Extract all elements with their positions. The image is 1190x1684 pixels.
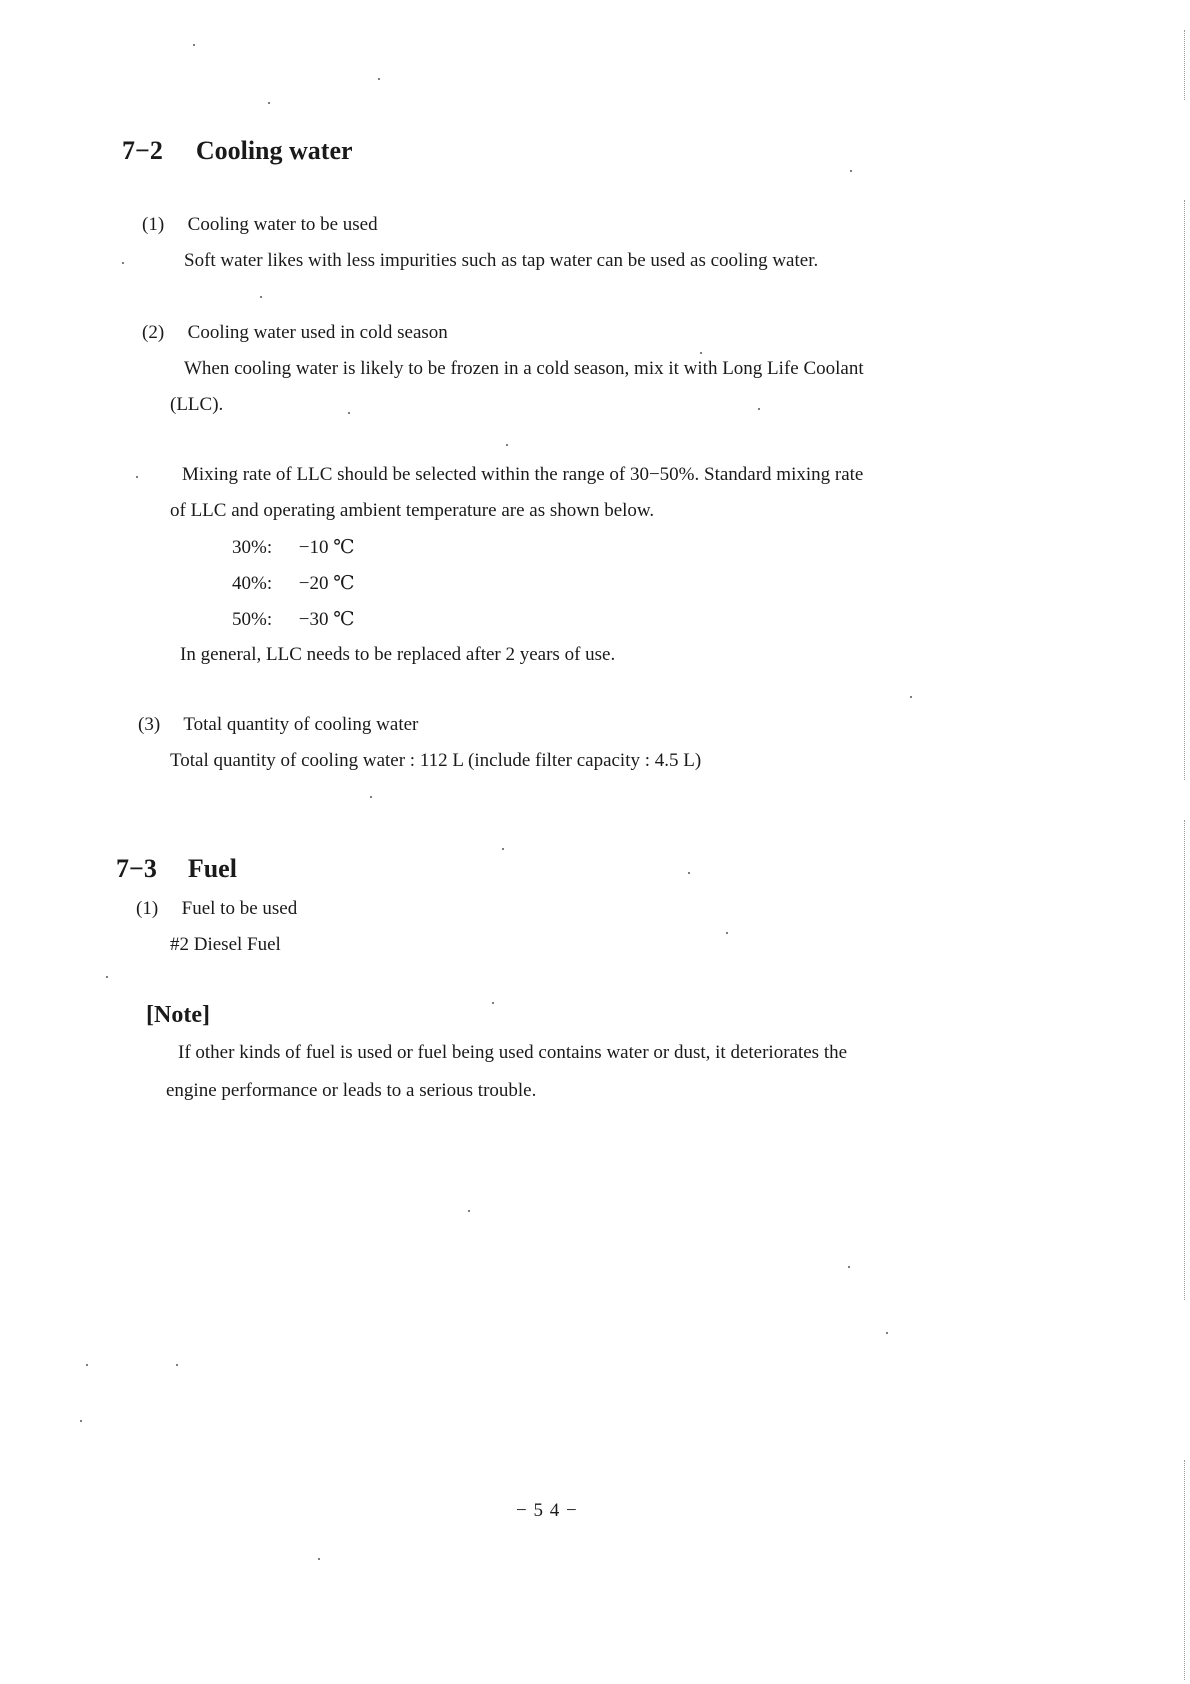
scan-speck — [122, 262, 124, 264]
paragraph: #2 Diesel Fuel — [170, 934, 281, 955]
scan-speck — [700, 352, 702, 354]
paragraph: Total quantity of cooling water : 112 L (include filter capacity : 4.5 L) — [170, 750, 702, 771]
page-number: − 5 4 − — [516, 1500, 578, 1521]
section-number: 7−3 — [116, 854, 157, 883]
item-label: (1) — [136, 898, 159, 919]
scan-edge-line — [1184, 200, 1185, 780]
paragraph: When cooling water is likely to be frozen in a cold season, mix it with Long Life Coolant — [184, 358, 864, 379]
scan-speck — [176, 1364, 178, 1366]
scan-speck — [268, 102, 270, 104]
note-title: [Note] — [146, 1002, 210, 1028]
scan-edge-line — [1184, 1460, 1185, 1680]
scan-speck — [378, 78, 380, 80]
scan-speck — [260, 296, 262, 298]
section-title: Fuel — [187, 854, 237, 883]
mix-table-row — [232, 608, 354, 631]
scan-speck — [193, 44, 195, 46]
item-title: Cooling water used in cold season — [187, 322, 448, 343]
item-label: (2) — [142, 322, 165, 343]
scan-edge-line — [1184, 30, 1185, 100]
section-title: Cooling water — [195, 136, 353, 165]
scan-speck — [348, 412, 350, 414]
paragraph: of LLC and operating ambient temperature are as shown below. — [170, 500, 655, 521]
mix-table-row — [232, 536, 354, 559]
paragraph: Soft water likes with less impurities such as tap water can be used as cooling water. — [184, 250, 819, 271]
paragraph: In general, LLC needs to be replaced after 2 years of use. — [180, 644, 616, 665]
item-label: (3) — [138, 714, 161, 735]
item-title: Fuel to be used — [181, 898, 298, 919]
scan-speck — [848, 1266, 850, 1268]
item-heading — [138, 714, 418, 736]
scan-speck — [506, 444, 508, 446]
scan-speck — [886, 1332, 888, 1334]
scan-speck — [468, 1210, 470, 1212]
mix-table-row — [232, 572, 354, 595]
scan-speck — [80, 1420, 82, 1422]
note-text: engine performance or leads to a serious trouble. — [166, 1080, 537, 1101]
item-title: Cooling water to be used — [187, 214, 378, 235]
scan-speck — [106, 976, 108, 978]
item-label: (1) — [142, 214, 165, 235]
scan-speck — [318, 1558, 320, 1560]
paragraph: Mixing rate of LLC should be selected within the range of 30−50%. Standard mixing rate — [182, 464, 864, 485]
scan-speck — [688, 872, 690, 874]
section-heading-cooling-water — [122, 136, 353, 166]
mix-temperature: −10 ℃ — [298, 537, 355, 558]
scan-edge-line — [1184, 820, 1185, 1300]
item-title: Total quantity of cooling water — [183, 714, 419, 735]
scan-speck — [726, 932, 728, 934]
scan-speck — [492, 1002, 494, 1004]
item-heading — [136, 898, 297, 920]
item-heading — [142, 214, 378, 236]
paragraph: (LLC). — [170, 394, 224, 415]
mix-temperature: −30 ℃ — [298, 609, 355, 630]
scan-speck — [758, 408, 760, 410]
mix-temperature: −20 ℃ — [298, 573, 355, 594]
mix-percent: 50%: — [232, 609, 273, 630]
item-heading — [142, 322, 448, 344]
scan-speck — [502, 848, 504, 850]
mix-percent: 30%: — [232, 537, 273, 558]
mix-percent: 40%: — [232, 573, 273, 594]
scan-speck — [370, 796, 372, 798]
scan-speck — [910, 696, 912, 698]
section-heading-fuel — [116, 854, 237, 884]
scan-speck — [136, 476, 138, 478]
scan-speck — [850, 170, 852, 172]
section-number: 7−2 — [122, 136, 163, 165]
scan-speck — [86, 1364, 88, 1366]
note-text: If other kinds of fuel is used or fuel being used contains water or dust, it deteriorates the — [178, 1042, 848, 1063]
